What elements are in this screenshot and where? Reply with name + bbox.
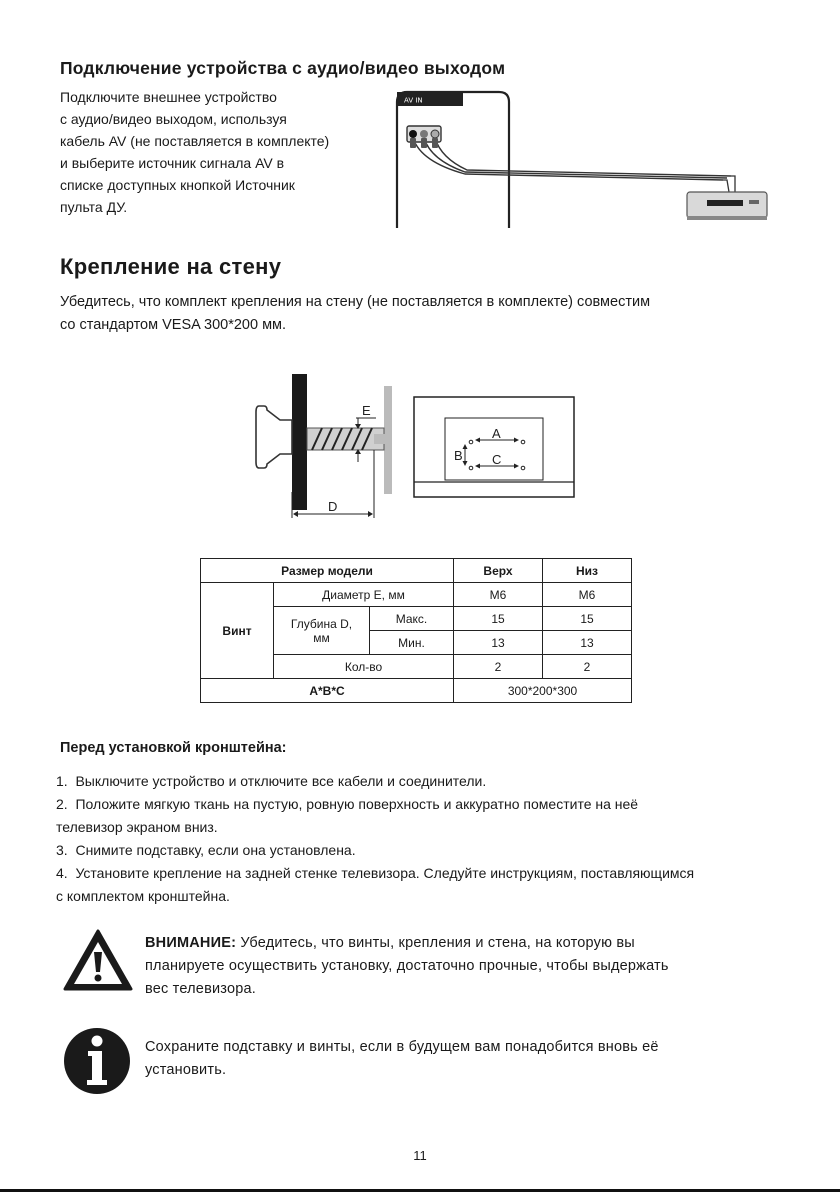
table-row: [201, 679, 632, 703]
diameter-top: M6: [454, 583, 543, 607]
info-line: Сохраните подставку и винты, если в будущем вам понадобится вновь её: [145, 1039, 659, 1055]
tv-back-panel: [292, 374, 307, 510]
av-line: Подключите внешнее устройство: [60, 89, 277, 105]
av-in-label: AV IN: [404, 96, 423, 105]
dvd-player-icon: [687, 192, 767, 220]
header-top: Верх: [454, 559, 543, 583]
av-line: с аудио/видео выходом, используя: [60, 111, 287, 127]
list-item: [56, 862, 790, 885]
jack-icon: [420, 130, 428, 138]
min-bottom: 13: [543, 631, 632, 655]
list-item: [56, 793, 790, 816]
before-install-title: Перед установкой кронштейна:: [60, 740, 287, 756]
wall-mount-title: Крепление на стену: [60, 254, 282, 279]
abc-value: 300*200*300: [454, 679, 632, 703]
depth-label-line: Глубина D,: [290, 616, 353, 631]
warning-line: вес телевизора.: [145, 981, 256, 997]
screw-head: [256, 406, 292, 468]
list-item: [56, 839, 790, 862]
warning-line: планируете осуществить установку, достаточно прочные, чтобы выдержать: [145, 958, 669, 974]
label-e: E: [362, 403, 371, 418]
install-steps: [56, 770, 790, 908]
av-line: кабель AV (не поставляется в комплекте): [60, 133, 330, 149]
jack-icon: [409, 130, 417, 138]
vesa-pattern-diagram: [413, 396, 575, 498]
min-label: Мин.: [370, 631, 454, 655]
max-bottom: 15: [543, 607, 632, 631]
vesa-line: со стандартом VESA 300*200 мм.: [60, 317, 287, 333]
table-row: [201, 559, 632, 583]
step-text: Выключите устройство и отключите все кабели и соединители.: [75, 773, 487, 789]
label-a: A: [492, 426, 501, 441]
step-number: 3.: [56, 842, 68, 858]
label-b: B: [454, 448, 463, 463]
av-line: списке доступных кнопкой Источник: [60, 177, 295, 193]
step-number: 1.: [56, 773, 68, 789]
av-cable: [413, 138, 731, 180]
warning-line: Убедитесь, что винты, крепления и стена, на которую вы: [240, 935, 635, 951]
step-number: 4.: [56, 865, 68, 881]
qty-bottom: 2: [543, 655, 632, 679]
abc-label: A*B*C: [201, 679, 454, 703]
max-top: 15: [454, 607, 543, 631]
av-line: и выберите источник сигнала AV в: [60, 155, 285, 171]
av-section-text: [60, 86, 380, 218]
label-c: C: [492, 452, 502, 467]
warning-icon: [62, 928, 134, 992]
max-label: Макс.: [370, 607, 454, 631]
page-number: 11: [413, 1148, 427, 1163]
cable-plug-icon: [410, 138, 438, 148]
screw-shaft: [307, 428, 384, 450]
header-model: Размер модели: [201, 559, 454, 583]
header-bottom: Низ: [543, 559, 632, 583]
step-text: Положите мягкую ткань на пустую, ровную поверхность и аккуратно поместите на неё: [75, 796, 639, 812]
info-text: [145, 1036, 785, 1082]
av-line: пульта ДУ.: [60, 199, 128, 215]
warning-label: ВНИМАНИЕ:: [145, 935, 237, 951]
warning-text: [145, 932, 785, 1001]
av-connection-diagram: [393, 88, 785, 234]
vesa-line: Убедитесь, что комплект крепления на стену (не поставляется в комплекте) совместим: [60, 294, 651, 310]
jack-icon: [431, 130, 439, 138]
screw-diagram: [252, 372, 402, 520]
step-number: 2.: [56, 796, 68, 812]
diameter-bottom: M6: [543, 583, 632, 607]
step-text-continued: телевизор экраном вниз.: [56, 819, 218, 835]
table-row: [201, 583, 632, 607]
diameter-label: Диаметр E, мм: [274, 583, 454, 607]
list-item: [56, 770, 790, 793]
info-line: установить.: [145, 1062, 227, 1078]
screw-label: Винт: [201, 583, 274, 679]
screw-spec-table: [200, 558, 632, 703]
step-text: Установите крепление на задней стенке телевизора. Следуйте инструкциям, поставляющимся: [75, 865, 695, 881]
min-top: 13: [454, 631, 543, 655]
vesa-text: [60, 291, 800, 337]
info-icon: [62, 1026, 132, 1096]
av-section-title: Подключение устройства с аудио/видео выходом: [60, 58, 506, 78]
qty-top: 2: [454, 655, 543, 679]
depth-label-line: мм: [313, 630, 330, 645]
depth-label: [274, 607, 370, 655]
step-text: Снимите подставку, если она установлена.: [75, 842, 356, 858]
qty-label: Кол-во: [274, 655, 454, 679]
step-text-continued: с комплектом кронштейна.: [56, 888, 230, 904]
label-d: D: [328, 499, 338, 514]
